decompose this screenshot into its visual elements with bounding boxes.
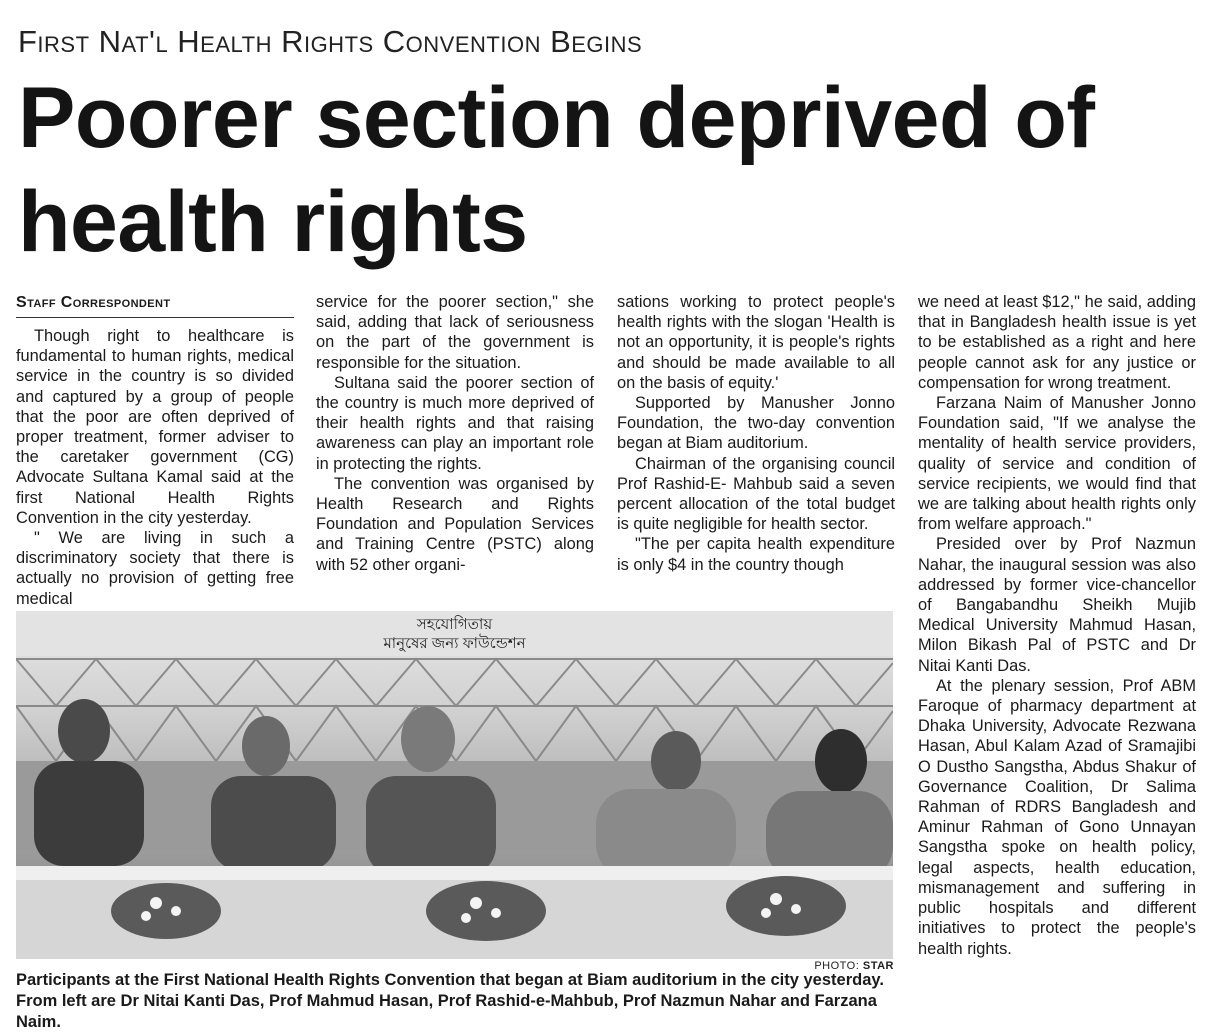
paragraph: we need at least $12," he said, adding that in Bangladesh health issue is yet to be established as a right and here people cannot ask for any justice or compensation for wrong treatment. xyxy=(918,293,1196,392)
paragraph: At the plenary session, Prof ABM Faroque of pharmacy department at Dhaka University, Advocate Rezwana Hasan, Abul Kalam Azad of Sramajibi O Dustho Sangstha, Abdus Shakur of Governance Coalition, Dr Salima Rahman of RDRS Bangladesh and Aminur Rahman of Gono Unnayan Sangstha spoke on health policy, legal aspects, health education, mismanagement and suffering in public hospitals and different initiatives to protect the people's health rights. xyxy=(918,676,1196,958)
photo-credit-prefix: PHOTO: xyxy=(814,960,860,972)
photo-credit-source: STAR xyxy=(862,960,894,972)
photo-truss xyxy=(16,659,893,761)
news-photo xyxy=(16,611,893,959)
byline: Staff Correspondent xyxy=(16,292,294,318)
paragraph: Though right to healthcare is fundamental to human rights, medical service in the country is so divided and captured by a group of people that the poor are often deprived of proper treatment, former adviser to the caretaker government (CG) Advocate Sultana Kamal said at the first National Health Rights Convention in the city yesterday. xyxy=(16,327,294,527)
paragraph: Supported by Manusher Jonno Foundation, the two-day convention began at Biam auditorium. xyxy=(617,394,895,453)
paragraph: " We are living in such a discriminatory society that there is actually no provision of getting free medical xyxy=(16,529,294,608)
paragraph: "The per capita health expenditure is only $4 in the country though xyxy=(617,535,895,574)
banner-line-1: সহযোগিতায় xyxy=(416,616,493,633)
photo-caption: Participants at the First National Health Rights Convention that began at Biam auditorium in the city yesterday. From left are Dr Nitai Kanti Das, Prof Mahmud Hasan, Prof Rashid-e-Mahbub, Prof Nazmun Nahar and Farzana Naim. xyxy=(16,971,884,1031)
headline-line-1: Poorer section deprived of xyxy=(18,70,1095,166)
paragraph: Sultana said the poorer section of the country is much more deprived of their health rights and that raising awareness can play an important role in protecting the rights. xyxy=(316,373,594,473)
headline-line-2: health rights xyxy=(18,174,528,270)
paragraph: Presided over by Prof Nazmun Nahar, the inaugural session was also addressed by former vice-chancellor of Bangabandhu Sheikh Mujib Medical University Mahmud Hasan, Milon Bikash Pal of PSTC and Dr Nitai Kanti Das. xyxy=(918,535,1196,675)
paragraph: Farzana Naim of Manusher Jonno Foundation said, "If we analyse the mentality of health service providers, quality of service and condition of service recipients, we would find that we are talking about health rights only from welfare approach." xyxy=(918,394,1196,534)
article-column-2 xyxy=(316,292,594,575)
banner-line-2: মানুষের জন্য ফাউন্ডেশন xyxy=(383,635,526,652)
paragraph: sations working to protect people's health rights with the slogan 'Health is not an opportunity, it is people's rights and should be made available to all on the basis of equity.' xyxy=(617,293,895,392)
paragraph: Chairman of the organising council Prof Rashid-E- Mahbub said a seven percent allocation of the total budget is quite negligible for health sector. xyxy=(617,454,895,534)
article-column-3 xyxy=(617,292,895,575)
article-headline xyxy=(18,66,1198,274)
photo-scene xyxy=(16,611,893,959)
paragraph: service for the poorer section," she said, adding that lack of seriousness on the part of the government is responsible for the situation. xyxy=(316,293,594,372)
article-kicker: First Nat'l Health Rights Convention Begins xyxy=(18,24,643,59)
article-column-4 xyxy=(918,292,1196,959)
paragraph: The convention was organised by Health Research and Rights Foundation and Population Services and Training Centre (PSTC) along with 52 other organi- xyxy=(316,474,594,574)
article-column-1 xyxy=(16,292,294,609)
photo-banner-text xyxy=(16,615,893,653)
